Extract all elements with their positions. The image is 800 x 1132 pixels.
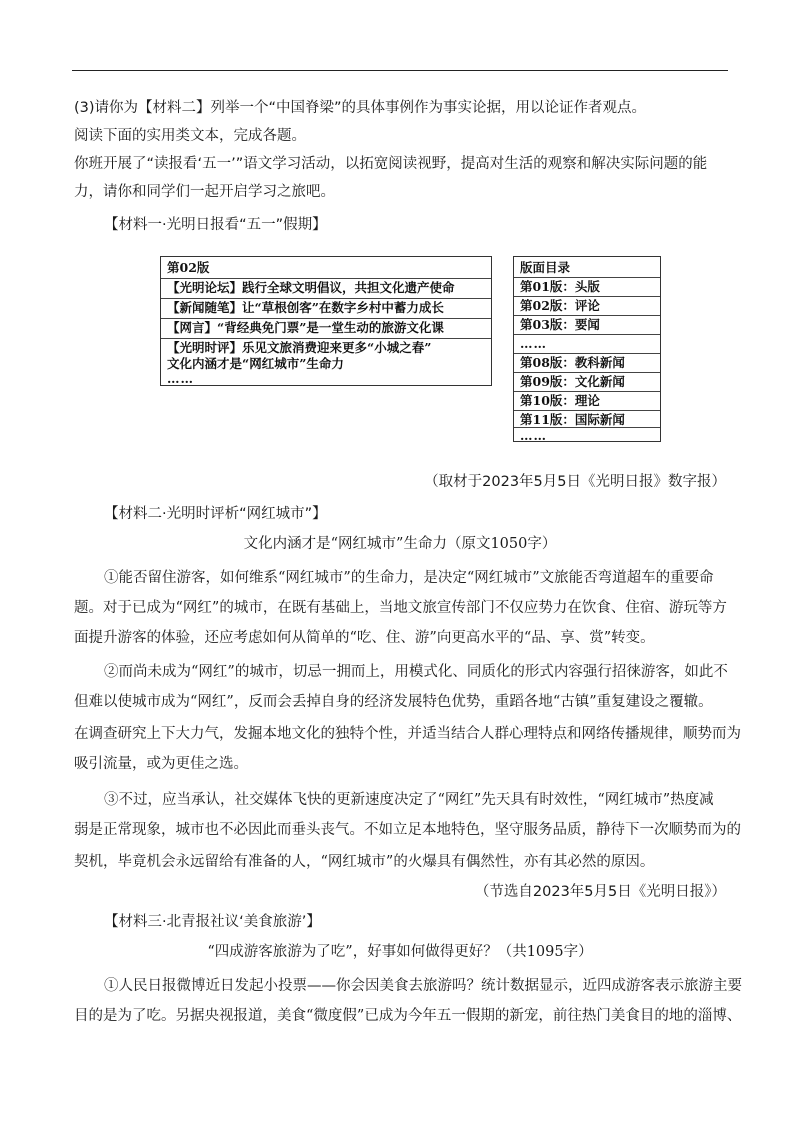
newspaper-row: 【光明时评】乐见文旅消费迎来更多“小城之春” xyxy=(167,340,432,355)
material2-heading: 【材料二·光明时评析“网红城市”】 xyxy=(104,506,327,522)
article1-line: 但难以使城市成为“网红”，反而会丢掉自身的经济发展特色优势，重蹈各地“古镇”重复建设之覆辙。 xyxy=(74,694,713,710)
article1-line: 契机，毕竟机会永远留给有准备的人，“网红城市”的火爆具有偶然性，亦有其必然的原因。 xyxy=(74,854,655,870)
newspaper-row: 【光明论坛】践行全球文明倡议，共担文化遗产使命 xyxy=(167,280,455,295)
source-1: （取材于2023年5月5日《光明日报》数字报） xyxy=(424,474,726,490)
newspaper-row: 【新闻随笔】让“草根创客”在数字乡村中蓄力成长 xyxy=(167,300,444,315)
contents-box xyxy=(513,256,661,442)
contents-row-ellipsis: …… xyxy=(520,428,547,443)
intro-line-1: 你班开展了“读报看‘五一’”语文学习活动，以拓宽阅读视野，提高对生活的观察和解决实际问题的能 xyxy=(74,156,708,172)
article1-line: 面提升游客的体验，还应考虑如何从简单的“吃、住、游”向更高水平的“品、享、赏”转变。 xyxy=(74,630,655,646)
material1-heading: 【材料一·光明日报看“五一”假期】 xyxy=(104,217,327,233)
intro-line-2: 力，请你和同学们一起开启学习之旅吧。 xyxy=(74,184,335,200)
material3-heading: 【材料三·北青报社议‘美食旅游’】 xyxy=(104,914,321,930)
header-rule xyxy=(72,70,728,71)
article1-line: ③不过，应当承认，社交媒体飞快的更新速度决定了“网红”先天具有时效性，“网红城市”热度减 xyxy=(104,792,714,808)
newspaper-row: 【网言】“背经典免门票”是一堂生动的旅游文化课 xyxy=(167,320,444,335)
reading-instruction: 阅读下面的实用类文本，完成各题。 xyxy=(74,128,306,144)
article2-title: “四成游客旅游为了吃”，好事如何做得更好？（共1095字） xyxy=(207,944,593,960)
newspaper-page-box xyxy=(160,256,492,386)
article1-line: 题。对于已成为“网红”的城市，在既有基础上，当地文旅宣传部门不仅应势力在饮食、住宿、游玩等方 xyxy=(74,600,727,616)
article1-title: 文化内涵才是“网红城市”生命力（原文1050字） xyxy=(243,536,557,552)
article1-line: ②而尚未成为“网红”的城市，切忌一拥而上，用模式化、同质化的形式内容强行招徕游客，如此不 xyxy=(104,664,728,680)
article2-line: 目的是为了吃。另据央视报道，美食“微度假”已成为今年五一假期的新宠，前往热门美食目的地的淄博、 xyxy=(74,1008,742,1024)
article1-line: 吸引流量，或为更佳之选。 xyxy=(74,756,248,772)
contents-row: 第02版：评论 xyxy=(520,298,600,313)
source-2: （节选自2023年5月5日《光明日报》） xyxy=(474,884,726,900)
newspaper-row: 文化内涵才是“网红城市”生命力 xyxy=(167,356,344,371)
contents-row: 第09版：文化新闻 xyxy=(520,374,625,389)
newspaper-box-title: 第02版 xyxy=(167,260,210,275)
contents-row: 第03版：要闻 xyxy=(520,317,600,332)
contents-box-title: 版面目录 xyxy=(520,260,571,275)
newspaper-row-ellipsis: …… xyxy=(167,371,194,386)
article1-line: 在调查研究上下大力气，发掘本地文化的独特个性，并适当结合人群心理特点和网络传播规律，顺势而为 xyxy=(74,726,741,742)
contents-row-ellipsis: …… xyxy=(520,336,547,351)
contents-row: 第01版：头版 xyxy=(520,279,600,294)
contents-row: 第10版：理论 xyxy=(520,393,600,408)
article2-line: ①人民日报微博近日发起小投票——你会因美食去旅游吗？统计数据显示，近四成游客表示旅游主要 xyxy=(104,978,742,994)
contents-row: 第11版：国际新闻 xyxy=(520,412,625,427)
article1-line: 弱是正常现象，城市也不必因此而垂头丧气。不如立足本地特色，坚守服务品质，静待下一次顺势而为的 xyxy=(74,822,741,838)
contents-row: 第08版：教科新闻 xyxy=(520,355,625,370)
article1-line: ①能否留住游客，如何维系“网红城市”的生命力，是决定“网红城市”文旅能否弯道超车的重要命 xyxy=(104,570,714,586)
question-3: (3)请你为【材料二】列举一个“中国脊梁”的具体事例作为事实论据，用以论证作者观点。 xyxy=(74,100,647,116)
